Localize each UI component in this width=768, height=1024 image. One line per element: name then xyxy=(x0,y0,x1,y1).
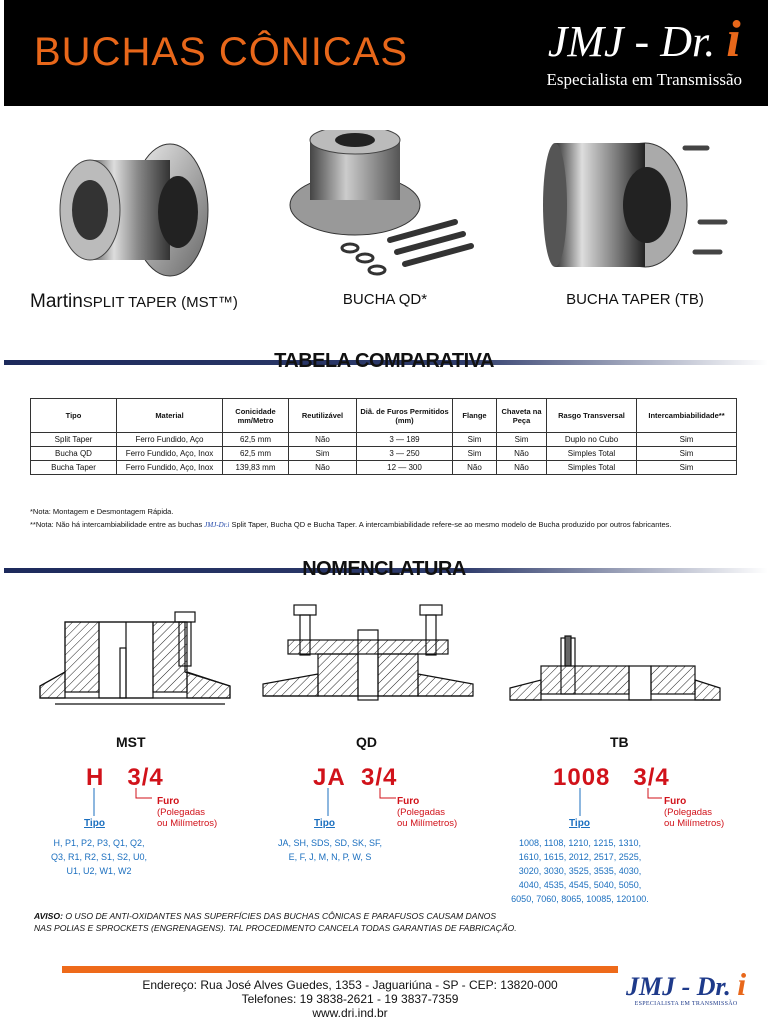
tb-code: 1008 3/4 xyxy=(553,764,670,791)
column-header: Tipo xyxy=(31,399,117,433)
qd-drawing xyxy=(258,600,478,710)
footer-website[interactable]: www.dri.ind.br xyxy=(312,1006,388,1020)
nomenclature-title: NOMENCLATURA xyxy=(302,558,466,580)
mst-code-arrows xyxy=(84,788,164,820)
table-notes xyxy=(30,505,671,532)
product-tb xyxy=(535,130,735,308)
column-header: Conicidade mm/Metro xyxy=(223,399,289,433)
table-cell: Não xyxy=(453,461,497,475)
mst-drawing xyxy=(35,600,235,710)
tb-tipo-values: 1008, 1108, 1210, 1215, 1310, 1610, 1615, 2012, 2517, 2525, 3020, 3030, 3525, 3535, 4030, 4040, 4535, 4545, 5040, 5050, 6050, 7060, 8065, 10085, 120100. xyxy=(511,838,649,904)
table-cell: Não xyxy=(497,461,547,475)
table-cell: Não xyxy=(289,433,357,447)
tb-label: TB xyxy=(610,734,629,750)
qd-code: JA 3/4 xyxy=(313,764,398,791)
tb-furo: Furo (Polegadas ou Milímetros) xyxy=(664,796,725,829)
qd-bushing-image xyxy=(285,130,485,280)
mst-label: MST xyxy=(116,734,146,750)
qd-tipo: Tipo xyxy=(314,818,335,829)
brand-name: JMJ - Dr. xyxy=(547,17,716,66)
table-cell: Sim xyxy=(497,433,547,447)
column-header: Diâ. de Furos Permitidos (mm) xyxy=(357,399,453,433)
table-cell: Sim xyxy=(453,433,497,447)
table-cell: 3 — 189 xyxy=(357,433,453,447)
note-2: **Nota: Não há intercambiabilidade entre as buchas JMJ-Dr.i Split Taper, Bucha QD e Bucha Taper. A intercambiabilidade refere-se ao mesmo modelo de Bucha produzido por outros fabricantes. xyxy=(30,520,672,529)
table-cell: Sim xyxy=(289,447,357,461)
mst-tipo-values: H, P1, P2, P3, Q1, Q2, Q3, R1, R2, S1, S2, U0, U1, U2, W1, W2 xyxy=(50,838,148,876)
column-header: Chaveta na Peça xyxy=(497,399,547,433)
table-cell: 62,5 mm xyxy=(223,447,289,461)
column-header: Material xyxy=(117,399,223,433)
table-cell: Sim xyxy=(637,433,737,447)
footer-contact xyxy=(60,978,640,1020)
footer-address: Endereço: Rua José Alves Guedes, 1353 - Jaguariúna - SP - CEP: 13820-000 xyxy=(142,978,558,992)
qd-tipo-values: JA, SH, SDS, SD, SK, SF, E, F, J, M, N, P, W, S xyxy=(277,838,383,862)
column-header: Reutilizável xyxy=(289,399,357,433)
table-cell: Sim xyxy=(453,447,497,461)
note-1: *Nota: Montagem e Desmontagem Rápida. xyxy=(30,507,174,516)
tb-code-arrows xyxy=(570,788,670,820)
product-caption: BUCHA TAPER (TB) xyxy=(566,291,704,308)
footer-bar xyxy=(62,966,618,973)
product-qd xyxy=(285,130,485,308)
mst-code: H 3/4 xyxy=(86,764,164,791)
table-cell: Duplo no Cubo xyxy=(547,433,637,447)
mst-bushing-image xyxy=(30,130,230,280)
product-caption: BUCHA QD* xyxy=(342,291,428,308)
footer-brand-logo: JMJ - Dr. i ESPECIALISTA EM TRANSMISSÃO xyxy=(626,966,747,1007)
warning-notice: AVISO: O USO DE ANTI-OXIDANTES NAS SUPERFÍCIES DAS BUCHAS CÔNICAS E PARAFUSOS CAUSAM DANOS NAS POLIAS E SPROCKETS (ENGRENAGENS). TAL PROCEDIMENTO CANCELA TODAS GARANTIAS DE FABRICAÇÃO. xyxy=(34,911,517,933)
table-cell: Simples Total xyxy=(547,461,637,475)
table-row xyxy=(31,461,737,475)
table-cell: 3 — 250 xyxy=(357,447,453,461)
footer-phones: Telefones: 19 3838-2621 - 19 3837-7359 xyxy=(241,992,459,1006)
table-cell: Ferro Fundido, Aço xyxy=(117,433,223,447)
table-cell: Split Taper xyxy=(31,433,117,447)
table-cell: Sim xyxy=(637,447,737,461)
column-header: Rasgo Transversal xyxy=(547,399,637,433)
table-cell: Bucha Taper xyxy=(31,461,117,475)
table-row xyxy=(31,433,737,447)
table-cell: Não xyxy=(497,447,547,461)
header-band xyxy=(4,0,768,106)
comparison-table xyxy=(30,398,737,475)
table-cell: Ferro Fundido, Aço, Inox xyxy=(117,447,223,461)
table-cell: 62,5 mm xyxy=(223,433,289,447)
table-header-row xyxy=(31,399,737,433)
qd-code-arrows xyxy=(318,788,398,820)
warning-label: AVISO: xyxy=(34,911,63,921)
table-cell: Sim xyxy=(637,461,737,475)
table-cell: Ferro Fundido, Aço, Inox xyxy=(117,461,223,475)
table-cell: Não xyxy=(289,461,357,475)
column-header: Intercambiabilidade** xyxy=(637,399,737,433)
brand-logo xyxy=(546,11,742,90)
page-title: BUCHAS CÔNICAS xyxy=(34,30,409,74)
product-mst xyxy=(30,130,238,313)
table-cell: Simples Total xyxy=(547,447,637,461)
brand-tagline: Especialista em Transmissão xyxy=(546,70,742,89)
table-cell: 12 — 300 xyxy=(357,461,453,475)
table-cell: Bucha QD xyxy=(31,447,117,461)
table-cell: 139,83 mm xyxy=(223,461,289,475)
tb-tipo: Tipo xyxy=(569,818,590,829)
column-header: Flange xyxy=(453,399,497,433)
mst-furo: Furo (Polegadas ou Milímetros) xyxy=(157,796,218,829)
note-brand: JMJ-Dr.i xyxy=(204,521,230,529)
brand-i: i xyxy=(726,11,741,68)
table-title: TABELA COMPARATIVA xyxy=(274,350,494,372)
qd-label: QD xyxy=(356,734,377,750)
table-row xyxy=(31,447,737,461)
tb-drawing xyxy=(505,600,725,710)
mst-tipo: Tipo xyxy=(84,818,105,829)
qd-furo: Furo (Polegadas ou Milímetros) xyxy=(397,796,458,829)
product-caption: MartinSPLIT TAPER (MST™) xyxy=(30,291,238,312)
tb-bushing-image xyxy=(535,130,735,280)
